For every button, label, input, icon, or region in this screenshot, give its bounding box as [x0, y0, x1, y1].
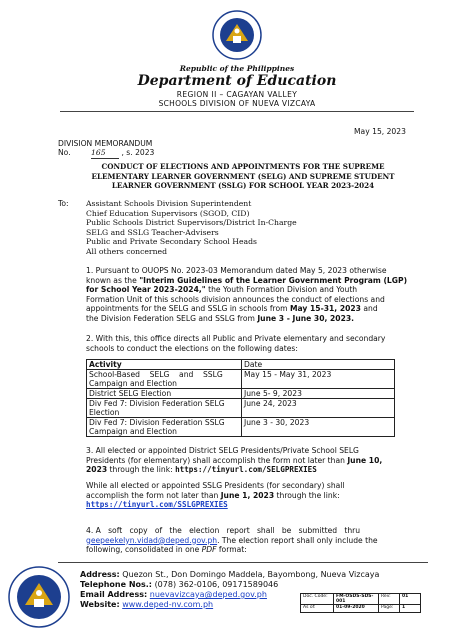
memo-series: , s. 2023	[121, 148, 155, 157]
report-email-link[interactable]: geepeekelyn.vidad@deped.gov.ph	[86, 535, 218, 545]
address-label: Address:	[80, 570, 120, 579]
doc-code-label: Doc. Code:	[301, 594, 334, 605]
table-header-activity	[87, 360, 242, 370]
region-line: REGION II – CAGAYAN VALLEY	[176, 90, 298, 99]
email-label: Email Address:	[80, 590, 148, 599]
p4-line	[86, 536, 426, 546]
table-row	[87, 418, 395, 437]
activity-cell	[87, 418, 242, 437]
paragraph-3	[86, 446, 426, 475]
p3b-text: through the link:	[274, 490, 340, 500]
activity-cell	[87, 370, 242, 389]
table-row	[87, 370, 395, 389]
website-label: Website:	[80, 600, 120, 609]
telephone-label: Telephone Nos.:	[80, 580, 153, 589]
memo-title-line: CONDUCT OF ELECTIONS AND APPOINTMENTS FOR THE SUPREME	[101, 162, 385, 171]
p1-text: the Division Federation SELG and SSLG from	[86, 313, 258, 323]
department-title: Department of Education	[137, 73, 337, 89]
recipient-item: Public and Private Secondary School Heads	[86, 237, 257, 247]
p1-line	[86, 314, 426, 324]
recipient-item: Public Schools District Supervisors/District In-Charge	[86, 218, 297, 228]
header-divider	[60, 111, 414, 112]
activity-cell	[87, 399, 242, 418]
p4-line	[86, 545, 426, 555]
activity-text: Div Fed 7: Division Federation SELG	[89, 399, 225, 408]
activity-text: Election	[89, 408, 120, 417]
memo-title-line: LEARNER GOVERNMENT (SSLG) FOR SCHOOL YEAR 2023-2024	[111, 181, 375, 190]
page-label: Page:	[379, 605, 400, 613]
as-of-value: 01-09-2020	[334, 605, 379, 613]
p1-line	[86, 304, 426, 314]
p3-deadline-year: 2023	[86, 465, 108, 475]
page-value: 1	[400, 605, 421, 613]
activity-text: Campaign and Election	[89, 379, 177, 388]
address-value: Quezon St., Don Domingo Maddela, Bayombong, Nueva Vizcaya	[122, 570, 380, 579]
memo-type: DIVISION MEMORANDUM	[58, 139, 153, 148]
website-link[interactable]: www.deped-nv.com.ph	[122, 600, 214, 609]
p3b-line	[86, 500, 426, 510]
telephone-value: (078) 362-0106, 09171589046	[154, 580, 279, 589]
schedule-table	[86, 359, 395, 437]
p4-text: . The election report shall only include the	[217, 535, 378, 545]
p3-line: 3. All elected or appointed District SELG Presidents/Private School SELG	[86, 446, 359, 455]
p3b-line: While all elected or appointed SSLG Presidents (for secondary) shall	[86, 481, 345, 490]
p3b-deadline: June 1, 2023	[220, 490, 275, 500]
p4-text: format:	[216, 545, 247, 555]
memo-no-value: 165	[91, 148, 119, 159]
date-cell: June 3 - 30, 2023	[242, 418, 395, 437]
p1-text: appointments for the SELG and SSLG in schools from	[86, 304, 290, 314]
p1-line: 1. Pursuant to OUOPS No. 2023-03 Memorandum dated May 5, 2023 otherwise	[86, 266, 387, 275]
doc-control-row	[301, 594, 421, 605]
header-text: Activity	[89, 360, 122, 369]
recipient-list	[86, 199, 297, 257]
footer-address-line	[80, 570, 379, 580]
as-of-label: As of:	[301, 605, 334, 613]
table-row	[87, 399, 395, 418]
division-line: SCHOOLS DIVISION OF NUEVA VIZCAYA	[158, 99, 316, 108]
document-control-table	[300, 593, 421, 613]
republic-line: Republic of the Philippines	[179, 64, 295, 73]
p1-guidelines-title: "Interim Guidelines of the Learner Government Program (LGP)	[139, 275, 408, 285]
activity-cell: District SELG Election	[87, 389, 242, 399]
memo-date: May 15, 2023	[354, 127, 406, 136]
paragraph-4	[86, 526, 426, 555]
memo-number	[58, 148, 154, 159]
p1-line: Formation Unit of this schools division announces the conduct of elections and	[86, 294, 385, 304]
selg-form-link[interactable]: https://tinyurl.com/SELGPREXIES	[175, 465, 317, 475]
table-row	[87, 389, 395, 399]
date-cell: June 5- 9, 2023	[242, 389, 395, 399]
memo-title	[58, 162, 428, 191]
p4-line: 4. A soft copy of the election report shall be submitted thru	[86, 526, 361, 535]
footer-telephone-line	[80, 580, 379, 590]
email-link[interactable]: nuevavizcaya@deped.gov.ph	[149, 590, 267, 599]
paragraph-3b	[86, 481, 426, 510]
table-header-date: Date	[242, 360, 395, 370]
p1-text: known as the	[86, 275, 140, 285]
p3-text: through the link:	[107, 465, 176, 475]
recipient-item: Chief Education Supervisors (SGOD, CID)	[86, 208, 250, 218]
date-cell: June 24, 2023	[242, 399, 395, 418]
p1-line	[86, 276, 426, 286]
rev-label: Rev:	[379, 594, 400, 605]
footer-divider	[58, 562, 428, 563]
paragraph-2	[86, 334, 426, 353]
activity-text: School-Based SELG and SSLG	[89, 370, 223, 379]
to-label: To:	[58, 199, 69, 208]
memo-no-label: No.	[58, 148, 71, 157]
date-cell: May 15 - May 31, 2023	[242, 370, 395, 389]
activity-text: Div Fed 7: Division Federation SSLG	[89, 418, 225, 427]
p1-guidelines-year: for School Year 2023-2024,"	[86, 285, 206, 295]
p1-text: and	[360, 304, 378, 314]
footer-seal	[8, 566, 70, 628]
p3-line	[86, 456, 426, 466]
table-header-row	[87, 360, 395, 370]
p4-format: PDF	[201, 545, 217, 555]
recipient-item: SELG and SSLG Teacher-Advisers	[86, 227, 219, 237]
rev-value: 01	[400, 594, 421, 605]
p1-line	[86, 285, 426, 295]
p1-text: the Youth Formation Division and Youth	[205, 285, 358, 295]
p3b-line	[86, 491, 426, 501]
p3b-text: accomplish the form not later than	[86, 490, 221, 500]
p2-line: 2. With this, this office directs all Public and Private elementary and secondary	[86, 334, 386, 343]
doc-control-row	[301, 605, 421, 613]
sslg-form-link[interactable]: https://tinyurl.com/SSLGPREXIES	[86, 500, 228, 510]
recipient-item: All others concerned	[86, 246, 168, 256]
p1-federation-dates: June 3 - June 30, 2023.	[257, 313, 355, 323]
p3-line	[86, 465, 426, 475]
paragraph-1	[86, 266, 426, 324]
p2-line: schools to conduct the elections on the following dates:	[86, 343, 298, 353]
doc-code-value: FM-OSDS-SDS-001	[334, 594, 379, 605]
p3-deadline: June 10,	[347, 455, 383, 465]
activity-text: Campaign and Election	[89, 427, 177, 436]
memo-title-line: ELEMENTARY LEARNER GOVERNMENT (SELG) AND SUPREME STUDENT	[91, 171, 395, 181]
recipient-item: Assistant Schools Division Superintendent	[86, 199, 252, 208]
deped-seal	[212, 10, 262, 60]
p1-school-dates: May 15-31, 2023	[289, 304, 361, 314]
p3-text: Presidents (for elementary) shall accomplish the form not later than	[86, 455, 348, 465]
p4-text: following, consolidated in one	[86, 545, 202, 555]
